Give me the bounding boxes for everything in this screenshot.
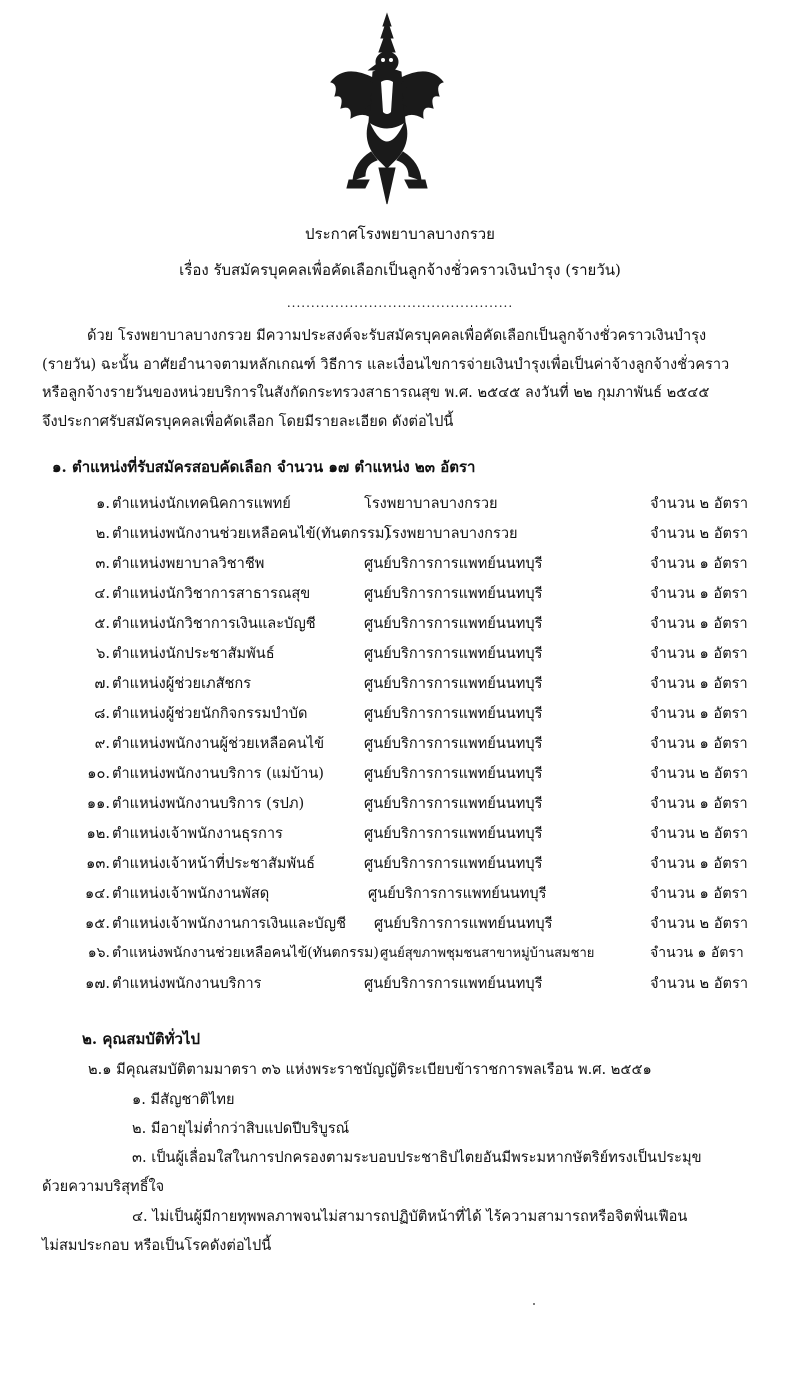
qualification-1: ๑. มีสัญชาติไทย (132, 1091, 235, 1108)
position-unit: โรงพยาบาลบางกรวย (384, 525, 518, 542)
position-row (74, 732, 774, 762)
position-unit: ศูนย์บริการการแพทย์นนทบุรี (364, 645, 543, 662)
position-quantity: จำนวน ๒ อัตรา (650, 495, 749, 512)
position-quantity: จำนวน ๑ อัตรา (650, 885, 748, 902)
position-row (74, 492, 774, 522)
position-number: ๔. (94, 585, 110, 602)
qualification-4: ๔. ไม่เป็นผู้มีกายทุพพลภาพจนไม่สามารถปฏิบัติหน้าที่ได้ ไร้ความสามารถหรือจิตฟั่นเฟือน (132, 1208, 688, 1225)
position-name: ตำแหน่งพยาบาลวิชาชีพ (112, 555, 265, 572)
position-number: ๑๔. (85, 885, 110, 902)
position-number: ๑๐. (87, 765, 110, 782)
position-quantity: จำนวน ๑ อัตรา (650, 945, 744, 961)
position-number: ๑๗. (85, 975, 110, 992)
qualification-2-1: ๒.๑ มีคุณสมบัติตามมาตรา ๓๖ แห่งพระราชบัญญัติระเบียบข้าราชการพลเรือน พ.ศ. ๒๕๕๑ (88, 1061, 652, 1078)
qualification-2: ๒. มีอายุไม่ต่ำกว่าสิบแปดปีบริบูรณ์ (132, 1120, 350, 1137)
position-row (74, 822, 774, 852)
position-quantity: จำนวน ๑ อัตรา (650, 585, 748, 602)
position-name: ตำแหน่งเจ้าพนักงานธุรการ (112, 825, 283, 842)
position-number: ๗. (94, 675, 110, 692)
position-unit: ศูนย์บริการการแพทย์นนทบุรี (364, 705, 543, 722)
position-unit: ศูนย์บริการการแพทย์นนทบุรี (364, 975, 543, 992)
section2-heading: ๒. คุณสมบัติทั่วไป (82, 1030, 200, 1048)
position-unit: ศูนย์บริการการแพทย์นนทบุรี (374, 915, 553, 932)
position-name: ตำแหน่งนักเทคนิคการแพทย์ (112, 495, 291, 512)
document-subject: เรื่อง รับสมัครบุคคลเพื่อคัดเลือกเป็นลูกจ้างชั่วคราวเงินบำรุง (รายวัน) (179, 261, 621, 279)
position-number: ๘. (94, 705, 110, 722)
position-unit: ศูนย์บริการการแพทย์นนทบุรี (364, 765, 543, 782)
position-name: ตำแหน่งนักวิชาการสาธารณสุข (112, 585, 311, 602)
position-quantity: จำนวน ๑ อัตรา (650, 555, 748, 572)
position-row (74, 912, 774, 942)
position-number: ๖. (96, 645, 110, 662)
position-name: ตำแหน่งพนักงานบริการ (112, 975, 262, 992)
position-name: ตำแหน่งนักวิชาการเงินและบัญชี (112, 615, 316, 632)
position-name: ตำแหน่งพนักงานบริการ (แม่บ้าน) (112, 765, 324, 782)
position-quantity: จำนวน ๑ อัตรา (650, 705, 748, 722)
position-row (74, 612, 774, 642)
qualification-3: ๓. เป็นผู้เลื่อมใสในการปกครองตามระบอบประชาธิปไตยอันมีพระมหากษัตริย์ทรงเป็นประมุข (132, 1149, 702, 1166)
qualification-3-continued: ด้วยความบริสุทธิ์ใจ (42, 1178, 165, 1195)
position-number: ๕. (94, 615, 110, 632)
position-number: ๑. (96, 495, 110, 512)
scan-speck (533, 1303, 535, 1305)
position-number: ๓. (95, 555, 110, 572)
position-quantity: จำนวน ๑ อัตรา (650, 735, 748, 752)
garuda-emblem-icon (325, 12, 449, 208)
position-number: ๑๑. (86, 795, 110, 812)
position-row (74, 702, 774, 732)
position-row (74, 942, 774, 972)
position-quantity: จำนวน ๑ อัตรา (650, 675, 748, 692)
position-quantity: จำนวน ๒ อัตรา (650, 525, 749, 542)
position-name: ตำแหน่งพนักงานช่วยเหลือคนไข้(ทันตกรรม) (112, 945, 379, 961)
position-name: ตำแหน่งนักประชาสัมพันธ์ (112, 645, 275, 662)
section1-heading: ๑. ตำแหน่งที่รับสมัครสอบคัดเลือก จำนวน ๑๗ ตำแหน่ง ๒๓ อัตรา (52, 458, 476, 476)
position-number: ๑๕. (85, 915, 110, 932)
position-number: ๑๒. (86, 825, 110, 842)
position-row (74, 522, 774, 552)
position-quantity: จำนวน ๒ อัตรา (650, 825, 749, 842)
position-unit: ศูนย์บริการการแพทย์นนทบุรี (364, 585, 543, 602)
position-row (74, 852, 774, 882)
position-name: ตำแหน่งผู้ช่วยนักกิจกรรมบำบัด (112, 705, 308, 722)
position-unit: ศูนย์สุขภาพชุมชนสาขาหมู่บ้านสมชาย (380, 946, 595, 961)
position-number: ๑๖. (87, 945, 110, 961)
intro-paragraph (42, 322, 778, 436)
position-row (74, 642, 774, 672)
position-name: ตำแหน่งผู้ช่วยเภสัชกร (112, 675, 252, 692)
position-quantity: จำนวน ๒ อัตรา (650, 975, 749, 992)
position-quantity: จำนวน ๑ อัตรา (650, 855, 748, 872)
position-name: ตำแหน่งเจ้าพนักงานพัสดุ (112, 885, 270, 902)
position-number: ๙. (94, 735, 110, 752)
position-name: ตำแหน่งพนักงานผู้ช่วยเหลือคนไข้ (112, 735, 325, 752)
position-quantity: จำนวน ๑ อัตรา (650, 615, 748, 632)
position-unit: ศูนย์บริการการแพทย์นนทบุรี (364, 555, 543, 572)
intro-line: จึงประกาศรับสมัครบุคคลเพื่อคัดเลือก โดยมีรายละเอียด ดังต่อไปนี้ (42, 412, 454, 430)
position-quantity: จำนวน ๑ อัตรา (650, 645, 748, 662)
position-unit: ศูนย์บริการการแพทย์นนทบุรี (364, 615, 543, 632)
position-number: ๒. (95, 525, 110, 542)
position-row (74, 792, 774, 822)
intro-line: หรือลูกจ้างรายวันของหน่วยบริการในสังกัดกระทรวงสาธารณสุข พ.ศ. ๒๕๔๕ ลงวันที่ ๒๒ กุมภาพันธ์ ๒๕๔๕ (42, 384, 710, 401)
qualification-4-continued: ไม่สมประกอบ หรือเป็นโรคดังต่อไปนี้ (42, 1237, 272, 1254)
intro-line: (รายวัน) ฉะนั้น อาศัยอำนาจตามหลักเกณฑ์ วิธีการ และเงื่อนไขการจ่ายเงินบำรุงเพื่อเป็นค่าจ้างลูกจ้างชั่วคราว (42, 355, 730, 373)
position-name: ตำแหน่งพนักงานช่วยเหลือคนไข้(ทันตกรรม) (112, 525, 391, 542)
position-unit: ศูนย์บริการการแพทย์นนทบุรี (364, 825, 543, 842)
position-row (74, 552, 774, 582)
position-unit: ศูนย์บริการการแพทย์นนทบุรี (364, 675, 543, 692)
position-quantity: จำนวน ๒ อัตรา (650, 765, 749, 782)
position-unit: ศูนย์บริการการแพทย์นนทบุรี (364, 795, 543, 812)
position-quantity: จำนวน ๑ อัตรา (650, 795, 748, 812)
position-quantity: จำนวน ๒ อัตรา (650, 915, 749, 932)
position-row (74, 762, 774, 792)
position-name: ตำแหน่งเจ้าหน้าที่ประชาสัมพันธ์ (112, 855, 316, 872)
document-title: ประกาศโรงพยาบาลบางกรวย (305, 225, 495, 243)
position-name: ตำแหน่งเจ้าพนักงานการเงินและบัญชี (112, 915, 347, 932)
position-number: ๑๓. (86, 855, 110, 872)
position-row (74, 972, 774, 1002)
position-row (74, 882, 774, 912)
intro-line: ด้วย โรงพยาบาลบางกรวย มีความประสงค์จะรับสมัครบุคคลเพื่อคัดเลือกเป็นลูกจ้างชั่วคราวเงินบำรุง (87, 327, 707, 344)
separator-line: ............................................... (286, 296, 514, 310)
position-row (74, 582, 774, 612)
position-unit: ศูนย์บริการการแพทย์นนทบุรี (368, 885, 547, 902)
position-name: ตำแหน่งพนักงานบริการ (รปภ) (112, 795, 305, 812)
position-unit: ศูนย์บริการการแพทย์นนทบุรี (364, 855, 543, 872)
position-unit: ศูนย์บริการการแพทย์นนทบุรี (364, 735, 543, 752)
position-row (74, 672, 774, 702)
position-unit: โรงพยาบาลบางกรวย (364, 495, 498, 512)
